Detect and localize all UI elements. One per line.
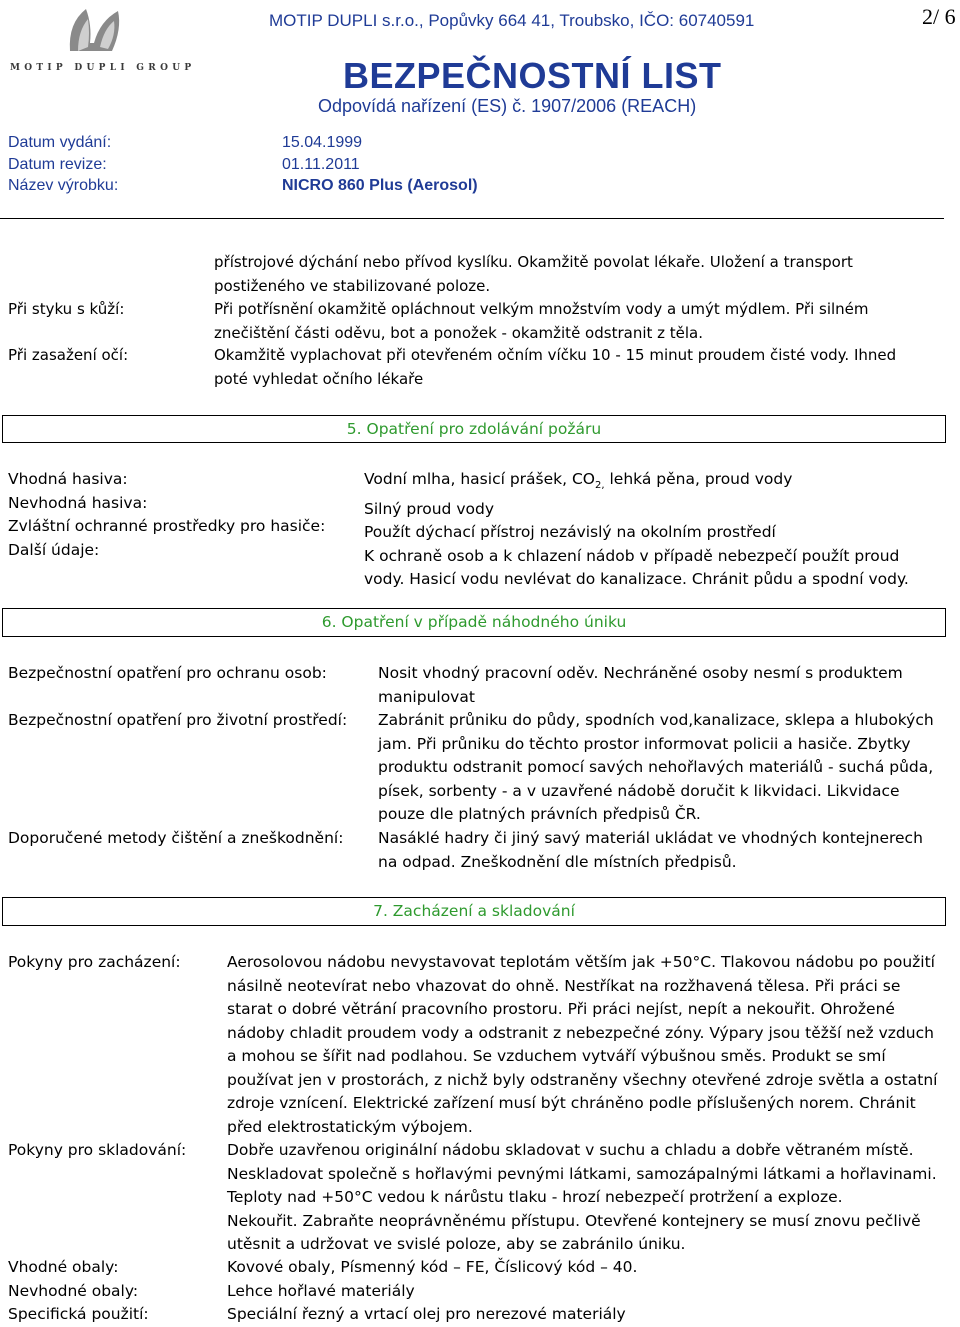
text-line: Neskladovat společně s hořlavými pevnými látkami, samozápalnými látkami a hořlavinami. <box>227 1164 937 1183</box>
text-line: Nasáklé hadry či jiný savý materiál ukládat ve vhodných kontejnerech <box>378 829 923 847</box>
company-logo <box>8 3 196 83</box>
text-line: nádoby chladit proudem vody a odstranit z nebezpečné zóny. Výpary jsou těžší než vzduch <box>227 1023 934 1042</box>
firefighter-protection-value: Použít dýchací přístroj nezávislý na okolním prostředí <box>364 523 776 542</box>
eye-contact-text <box>214 344 896 391</box>
suitable-extinguisher-value: Vodní mlha, hasicí prášek, $CO_{2,}$ lehká pěna, proud vody <box>364 470 793 492</box>
personal-precautions-label: Bezpečnostní opatření pro ochranu osob: <box>8 664 327 682</box>
text-line: Při potřísnění okamžitě opláchnout velkým množstvím vody a umýt mýdlem. Při silném <box>214 300 869 318</box>
text-line: produktu odstranit pomocí savých nehořlavých materiálů - suchá půda, <box>378 758 934 776</box>
text-line: postiženého ve stabilizované poloze. <box>214 276 491 295</box>
company-address: MOTIP DUPLI s.r.o., Popůvky 664 41, Troubsko, IČO: 60740591 <box>269 11 755 30</box>
text-line: zdroje vznícení. Elektrické zařízení musí být chráněno podle příslušených norem. Chránit <box>227 1094 916 1112</box>
text-line: přístrojové dýchání nebo přívod kyslíku. Okamžitě povolat lékaře. Uložení a transport <box>214 253 853 271</box>
text-line: Okamžitě vyplachovat při otevřeném očním víčku 10 - 15 minut proudem čisté vody. Ihned <box>214 346 897 364</box>
header-divider <box>0 218 944 219</box>
text-line: Nekouřit. Zabraňte neoprávněnému přístupu. Otevřené kontejnery se musí znovu pečlivě <box>227 1211 921 1230</box>
revision-date-label: Datum revize: <box>8 156 107 173</box>
environmental-precautions-label: Bezpečnostní opatření pro životní prostředí: <box>8 711 348 729</box>
text-line: Teploty nad +50°C vedou k nárůstu tlaku - hrozí nebezpečí protržení a exploze. <box>227 1188 843 1206</box>
eye-contact-label: Při zasažení očí: <box>8 346 129 364</box>
environmental-precautions-text <box>378 709 934 827</box>
handling-label: Pokyny pro zacházení: <box>8 953 181 971</box>
text-line: na odpad. Zneškodnění dle místních předpisů. <box>378 852 737 871</box>
regulation-subtitle: Odpovídá nařízení (ES) č. 1907/2006 (REACH) <box>318 96 697 116</box>
handling-text <box>227 951 937 1139</box>
other-info-value <box>364 545 909 592</box>
storage-label: Pokyny pro skladování: <box>8 1141 187 1159</box>
suitable-packaging-value: Kovové obaly, Písmenný kód – FE, Číslicový kód – 40. <box>227 1258 638 1276</box>
unsuitable-extinguisher-value: Silný proud vody <box>364 499 494 518</box>
inhalation-text <box>214 251 853 298</box>
text-line: a mohou se šířit nad podlahou. Se vzduchem vytváří výbušnou směs. Produkt se smí <box>227 1047 886 1065</box>
section-6-heading: 6. Opatření v případě náhodného úniku <box>2 608 946 637</box>
product-name-label: Název výrobku: <box>8 177 119 194</box>
text-line: znečištění části oděvu, bot a ponožek - okamžitě odstranit z těla. <box>214 323 704 342</box>
text-line: utěsnit a udržovat ve svislé poloze, aby se zabránilo úniku. <box>227 1235 686 1253</box>
personal-precautions-text <box>378 662 903 709</box>
cleanup-methods-label: Doporučené metody čištění a zneškodnění: <box>8 829 344 847</box>
revision-date-value: 01.11.2011 <box>282 156 360 173</box>
unsuitable-packaging-value: Lehce hořlavé materiály <box>227 1282 415 1300</box>
specific-use-value: Speciální řezný a vrtací olej pro nerezové materiály <box>227 1305 626 1323</box>
text-line: starat o dobré větrání pracovního prostoru. Při práci nejíst, nepít a nekouřit. Ohrožené <box>227 1000 895 1018</box>
suitable-extinguisher-label: Vhodná hasiva: <box>8 470 128 488</box>
section-7-heading: 7. Zacházení a skladování <box>2 897 946 926</box>
text-line: vody. Hasicí vodu nevlévat do kanalizace. Chránit půdu a spodní vody. <box>364 570 909 589</box>
text-line: Dobře uzavřenou originální nádobu skladovat v suchu a chladu a dobře větraném místě. <box>227 1141 914 1159</box>
specific-use-label: Specifická použití: <box>8 1305 149 1323</box>
text-line: používat jen v prostorách, z nichž byly odstraněny všechny otevřené zdroje světla a ostatní <box>227 1070 938 1089</box>
document-title: BEZPEČNOSTNÍ LIST <box>343 55 722 96</box>
skin-contact-text <box>214 298 869 345</box>
storage-text <box>227 1139 937 1257</box>
text-line: před elektrostatickým výbojem. <box>227 1117 473 1136</box>
text-line: pouze dle platných právních předpisů ČR. <box>378 805 701 823</box>
other-info-label: Další údaje: <box>8 540 100 559</box>
firefighter-protection-label: Zvláštní ochranné prostředky pro hasiče: <box>8 517 326 535</box>
suitable-packaging-label: Vhodné obaly: <box>8 1258 119 1276</box>
logo-text: MOTIP DUPLI GROUP <box>10 63 196 73</box>
cleanup-methods-text <box>378 827 923 874</box>
text-line: Aerosolovou nádobu nevystavovat teplotám větším jak +50°C. Tlakovou nádobu po použití <box>227 953 935 971</box>
text-line: Nosit vhodný pracovní oděv. Nechráněné osoby nesmí s produktem <box>378 664 903 682</box>
section-5-heading: 5. Opatření pro zdolávání požáru <box>2 415 946 443</box>
page-number: 2/ 6 <box>922 4 956 29</box>
text-line: manipulovat <box>378 687 475 706</box>
text-line: jam. Při průniku do těchto prostor informovat policii a hasiče. Zbytky <box>378 734 911 753</box>
text-line: poté vyhledat očního lékaře <box>214 369 424 388</box>
text-line: K ochraně osob a k chlazení nádob v případě nebezpečí použít proud <box>364 546 900 565</box>
text-line: písek, sorbenty - a v uzavřené nádobě doručit k likvidaci. Likvidace <box>378 781 900 800</box>
skin-contact-label: Při styku s kůží: <box>8 300 125 318</box>
product-name-value: NICRO 860 Plus (Aerosol) <box>282 177 478 194</box>
unsuitable-packaging-label: Nevhodné obaly: <box>8 1282 139 1300</box>
issue-date-label: Datum vydání: <box>8 134 112 151</box>
section-5-values <box>364 468 909 592</box>
section-5-labels <box>8 468 325 562</box>
text-line: násilně neotevírat nebo vhazovat do ohně. Nestříkat na rozžhavená tělesa. Při práci se <box>227 976 901 995</box>
unsuitable-extinguisher-label: Nevhodná hasiva: <box>8 493 148 512</box>
issue-date-value: 15.04.1999 <box>282 134 363 151</box>
text-line: Zabránit průniku do půdy, spodních vod,kanalizace, sklepa a hlubokých <box>378 711 934 729</box>
